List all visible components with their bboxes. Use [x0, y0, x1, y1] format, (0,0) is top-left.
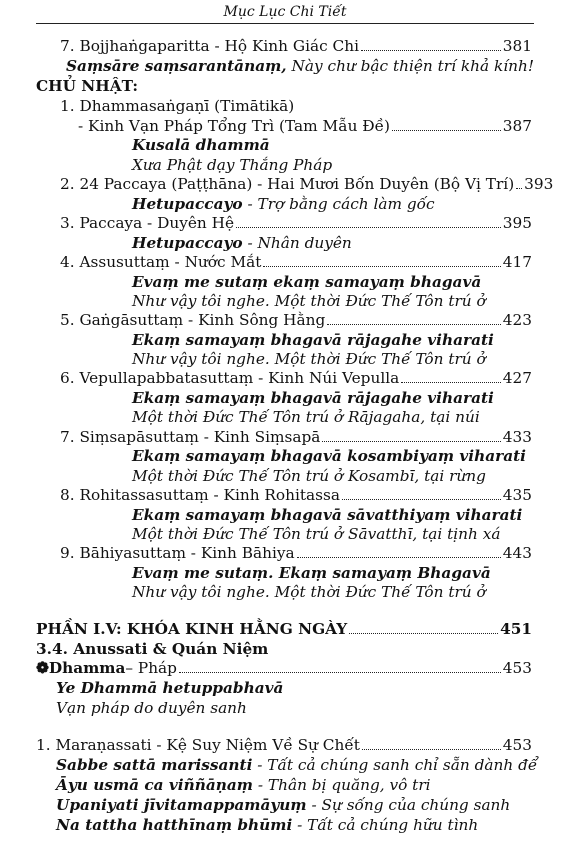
pali-text: Ekaṃ samayaṃ bhagavā sāvatthiyaṃ viharati [132, 506, 523, 524]
pali-text: Āyu usmā ca viññāṇaṃ [56, 776, 253, 794]
toc-entry [0, 368, 532, 388]
page-number: 433 [502, 428, 532, 446]
translation-text: Vạn pháp do duyên sanh [56, 699, 247, 717]
page-number: 453 [502, 659, 532, 677]
page-number: 453 [502, 736, 532, 754]
toc-entry [0, 619, 532, 639]
pali-text: Ekaṃ samayaṃ bhagavā rājagahe viharati [132, 389, 494, 407]
verse-line [0, 56, 570, 76]
leader-dots [327, 324, 501, 325]
pali-text: Upaniyati jīvitamappamāyuṃ [56, 796, 307, 814]
translation-text: - Trợ bằng cách làm gốc [242, 195, 435, 213]
entry-title: 4. Assusuttaṃ - Nước Mắt [60, 253, 262, 271]
page-number: 451 [500, 620, 532, 638]
pali-line [0, 678, 570, 698]
leader-dots [342, 499, 501, 500]
entry-title: 7. Siṃsapāsuttaṃ - Kinh Siṃsapā [60, 428, 321, 446]
translation-line [0, 698, 570, 718]
page-number: 423 [502, 311, 532, 329]
verse-line [0, 795, 570, 815]
pali-line [0, 272, 570, 292]
pali-text: Evaṃ me sutaṃ ekaṃ samayaṃ bhagavā [132, 273, 482, 291]
translation-text: - Tất cả chúng hữu tình [292, 816, 479, 834]
pali-text: Ye Dhammā hetuppabhavā [56, 679, 284, 697]
translation-line [0, 466, 570, 486]
entry-text: 1. Dhammasaṅgaṇī (Timātikā) [60, 97, 295, 115]
translation-line [0, 155, 570, 175]
leader-dots [362, 749, 501, 750]
translation-text: Này chư bậc thiện trí khả kính! [286, 57, 534, 75]
section-heading [0, 76, 570, 96]
leader-dots [179, 672, 501, 673]
page-number: 427 [502, 369, 532, 387]
translation-text: - Thân bị quăng, vô tri [253, 776, 431, 794]
page-number: 417 [502, 253, 532, 271]
pali-line [0, 563, 570, 583]
translation-text: Xưa Phật dạy Thắng Pháp [132, 156, 333, 174]
translation-text: Một thời Đức Thế Tôn trú ở Kosambī, tại rừng [132, 467, 486, 485]
verse-line [0, 233, 570, 253]
toc-entry [0, 658, 532, 678]
page-number: 387 [502, 117, 532, 135]
heading-text: CHỦ NHẬT: [36, 77, 139, 95]
leader-dots [516, 188, 522, 189]
toc-entry [0, 735, 532, 755]
translation-text: - Tất cả chúng sanh chỉ sẵn dành để [252, 756, 538, 774]
entry-title: 8. Rohitassasuttaṃ - Kinh Rohitassa [60, 486, 340, 504]
leader-dots [361, 50, 501, 51]
leader-dots [297, 557, 501, 558]
translation-text: - Sự sống của chúng sanh [306, 796, 511, 814]
toc-entry [0, 174, 554, 194]
pali-text: Kusalā dhammā [132, 136, 270, 154]
toc-entry [0, 213, 532, 233]
translation-line [0, 524, 570, 544]
entry-title: 2. 24 Paccaya (Paṭṭhāna) - Hai Mươi Bốn Duyên (Bộ Vị Trí) [60, 175, 515, 193]
page-number: 395 [502, 214, 532, 232]
translation-text: Như vậy tôi nghe. Một thời Đức Thế Tôn trú ở [132, 350, 486, 368]
verse-line [0, 755, 570, 775]
entry-title: 1. Maraṇassati - Kệ Suy Niệm Về Sự Chết [36, 736, 360, 754]
page-number: 393 [524, 175, 554, 193]
leader-dots [392, 130, 501, 131]
toc-entry [0, 427, 532, 447]
toc-entry [0, 36, 532, 56]
toc-entry [0, 543, 532, 563]
entry-title: 7. Bojjhaṅgaparitta - Hộ Kinh Giác Chi [60, 37, 359, 55]
leader-dots [322, 441, 500, 442]
verse-line [0, 775, 570, 795]
toc-entry [0, 485, 532, 505]
heading-text: 3.4. Anussati & Quán Niệm [36, 640, 269, 658]
pali-line [0, 388, 570, 408]
verse-line [0, 194, 570, 214]
page-number: 443 [502, 544, 532, 562]
translation-line [0, 582, 570, 602]
pali-text: Ekaṃ samayaṃ bhagavā kosambiyaṃ viharati [132, 447, 526, 465]
pali-line [0, 505, 570, 525]
pali-text: Hetupaccayo [132, 234, 243, 252]
running-header: Mục Lục Chi Tiết [36, 4, 534, 24]
translation-line [0, 291, 570, 311]
entry-title: PHẦN I.V: KHÓA KINH HẰNG NGÀY [36, 620, 348, 638]
pali-line [0, 446, 570, 466]
pali-line [0, 135, 570, 155]
translation-text: - Nhân duyên [242, 234, 352, 252]
pali-text: Evaṃ me sutaṃ. Ekaṃ samayaṃ Bhagavā [132, 564, 491, 582]
entry-title: 5. Gaṅgāsuttaṃ - Kinh Sông Hằng [60, 311, 326, 329]
leader-dots [349, 633, 498, 634]
verse-line [0, 815, 570, 835]
entry-title: 9. Bāhiyasuttaṃ - Kinh Bāhiya [60, 544, 295, 562]
pali-text: Hetupaccayo [132, 195, 243, 213]
translation-text: Một thời Đức Thế Tôn trú ở Sāvatthī, tại tịnh xá [132, 525, 501, 543]
pali-text: Sabbe sattā marissanti [56, 756, 253, 774]
translation-text: Như vậy tôi nghe. Một thời Đức Thế Tôn trú ở [132, 292, 486, 310]
entry-title: - Kinh Vạn Pháp Tổng Trì (Tam Mẫu Đề) [78, 117, 391, 135]
leader-dots [263, 266, 500, 267]
leader-dots [401, 382, 501, 383]
entry-title: 3. Paccaya - Duyên Hệ [60, 214, 235, 232]
section-heading [0, 639, 570, 659]
pali-line [0, 330, 570, 350]
entry-title: – Pháp [125, 659, 177, 677]
translation-text: Một thời Đức Thế Tôn trú ở Rājagaha, tại núi [132, 408, 480, 426]
translation-text: Như vậy tôi nghe. Một thời Đức Thế Tôn trú ở [132, 583, 486, 601]
pali-text: Saṃsāre saṃsarantānaṃ, [66, 57, 287, 75]
leader-dots [236, 227, 501, 228]
entry-line [0, 96, 570, 116]
toc-entry [0, 252, 532, 272]
translation-line [0, 349, 570, 369]
entry-title-bold: ❁Dhamma [36, 659, 126, 677]
toc-entry [0, 310, 532, 330]
page-number: 435 [502, 486, 532, 504]
translation-line [0, 407, 570, 427]
page-number: 381 [502, 37, 532, 55]
toc-entry [0, 116, 532, 136]
pali-text: Na tattha hatthīnaṃ bhūmi [56, 816, 293, 834]
entry-title: 6. Vepullapabbatasuttaṃ - Kinh Núi Vepulla [60, 369, 400, 387]
pali-text: Ekaṃ samayaṃ bhagavā rājagahe viharati [132, 331, 494, 349]
